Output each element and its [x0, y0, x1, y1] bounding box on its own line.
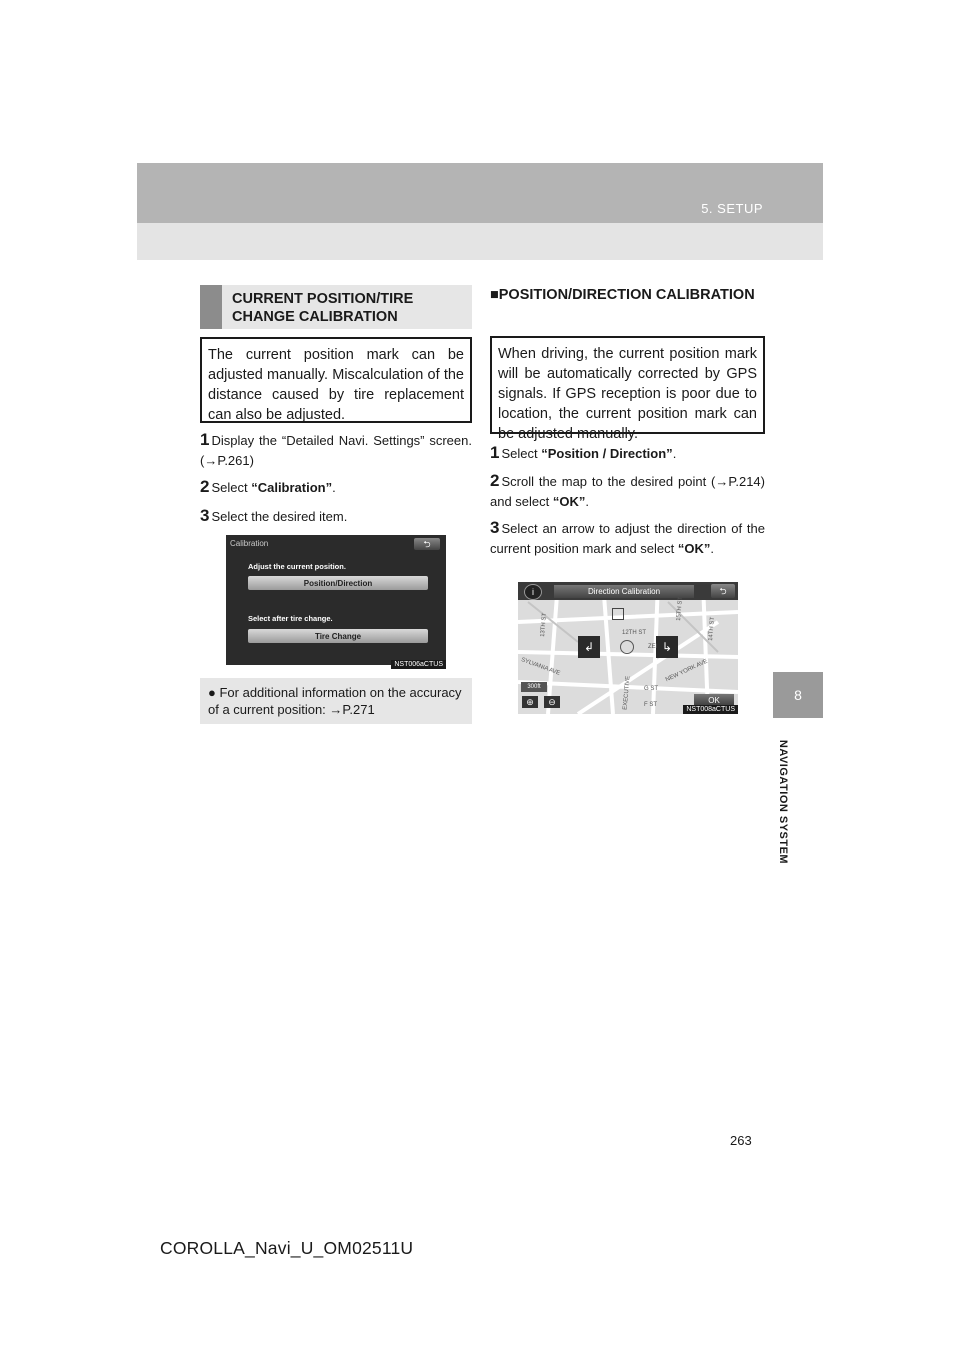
heading-bar	[200, 285, 222, 329]
cursor-icon	[612, 608, 624, 620]
current-position-mark-icon	[620, 640, 634, 654]
document-footer: COROLLA_Navi_U_OM02511U	[160, 1238, 414, 1258]
back-icon[interactable]: ⮌	[711, 584, 735, 598]
section-title: 5. SETUP	[701, 201, 763, 216]
section-heading: CURRENT POSITION/TIRE CHANGE CALIBRATION	[232, 291, 414, 325]
image-code: NST008aCTUS	[683, 705, 738, 714]
tire-change-button[interactable]: Tire Change	[248, 629, 428, 643]
intro-box-left: The current position mark can be adjusted manually. Miscalculation of the distance caused by tire replacement can also be adjusted.	[200, 337, 472, 423]
step-1-right: 1 Select “Position / Direction”.	[490, 443, 677, 462]
rotate-left-arrow-icon[interactable]: ↲	[578, 636, 600, 658]
zoom-out-icon[interactable]: ⊖	[544, 696, 560, 708]
ok-button[interactable]: OK	[694, 694, 734, 708]
note-box: ● For additional information on the accuracy of a current position: →P.271	[200, 678, 472, 724]
page-number: 263	[730, 1133, 752, 1148]
step-2-left: 2 Select “Calibration”.	[200, 477, 336, 496]
subsection-heading: ■POSITION/DIRECTION CALIBRATION	[490, 287, 755, 303]
bullet-icon: ●	[208, 685, 216, 700]
intro-box-right: When driving, the current position mark will be automatically corrected by GPS signals. If GPS reception is poor due to location, the current position mark can be adjusted manually.	[490, 336, 765, 434]
step-2-right: 2 Scroll the map to the desired point (→P.214) and select “OK”.	[490, 471, 765, 509]
screen-line1: Adjust the current position.	[248, 562, 346, 571]
zoom-in-icon[interactable]: ⊕	[522, 696, 538, 708]
map-scale: 300ft	[521, 682, 547, 692]
info-icon[interactable]: i	[524, 584, 542, 600]
direction-calibration-screenshot: i Direction Calibration ⮌ ↲ ↳ 13TH ST 12TH ST NEW YORK AVE G ST F ST EXECUTIVE SYLVANIA AVE ZEI 14TH ST 15TH ST 300ft ⊕ ⊖ OK NST008aCTUS	[518, 582, 738, 714]
back-icon[interactable]: ⮌	[414, 538, 440, 550]
step-3-right: 3 Select an arrow to adjust the direction of the current position mark and select “OK”.	[490, 518, 765, 556]
screen-line2: Select after tire change.	[248, 614, 333, 623]
screen-title: Calibration	[230, 539, 269, 548]
step-1-left: 1 Display the “Detailed Navi. Settings” screen. (→P.261)	[200, 430, 472, 468]
header-subband	[137, 223, 823, 260]
image-code: NST006aCTUS	[391, 660, 446, 669]
chapter-label: NAVIGATION SYSTEM	[777, 739, 789, 865]
map-title: Direction Calibration	[554, 585, 694, 598]
rotate-right-arrow-icon[interactable]: ↳	[656, 636, 678, 658]
section-heading-box	[200, 285, 472, 329]
header-band	[137, 163, 823, 223]
chapter-tab: 8	[773, 672, 823, 718]
step-3-left: 3 Select the desired item.	[200, 506, 348, 525]
position-direction-button[interactable]: Position/Direction	[248, 576, 428, 590]
square-bullet-icon: ■	[490, 287, 499, 303]
calibration-screenshot	[226, 535, 446, 668]
